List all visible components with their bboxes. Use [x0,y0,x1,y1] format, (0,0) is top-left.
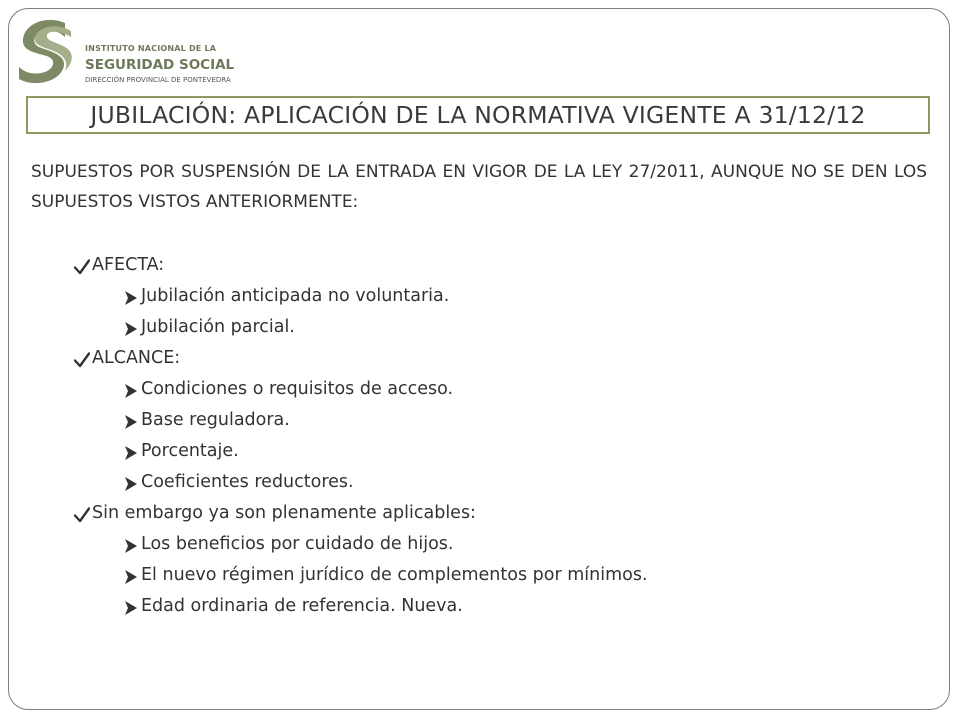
seguridad-social-emblem-icon [13,17,75,87]
bullet-heading [0,253,960,284]
bullet-item-text: Coeficientes reductores. [141,472,354,492]
bullet-item [0,377,960,408]
logo-line-institute: INSTITUTO NACIONAL DE LA [85,44,217,53]
bullet-item [0,315,960,346]
arrow-bullet-icon [124,538,138,554]
bullet-item [0,532,960,563]
bullet-item-text: Edad ordinaria de referencia. Nueva. [141,596,463,616]
bullet-item [0,408,960,439]
bullet-item [0,439,960,470]
arrow-bullet-icon [124,569,138,585]
seguridad-social-logo [13,17,253,87]
bullet-item-text: El nuevo régimen jurídico de complementos por mínimos. [141,565,648,585]
arrow-bullet-icon [124,414,138,430]
bullet-item [0,594,960,625]
bullet-item-text: Porcentaje. [141,441,239,461]
check-icon [74,352,90,368]
bullet-item-text: Jubilación parcial. [141,317,295,337]
logo-line-name: SEGURIDAD SOCIAL [85,57,235,73]
check-icon [74,507,90,523]
bullet-item [0,563,960,594]
logo-line-direction: DIRECCIÓN PROVINCIAL DE PONTEVEDRA [85,76,231,84]
bullet-item-text: Condiciones o requisitos de acceso. [141,379,454,399]
bullet-heading-text: Sin embargo ya son plenamente aplicables: [92,503,476,523]
arrow-bullet-icon [124,476,138,492]
bullet-item-text: Base reguladora. [141,410,290,430]
title-box [26,96,930,134]
bullet-item [0,284,960,315]
bullet-heading-text: ALCANCE: [92,348,181,368]
bullet-item-text: Los beneficios por cuidado de hijos. [141,534,454,554]
bullet-heading-text: AFECTA: [92,255,165,275]
bullet-heading [0,501,960,532]
intro-paragraph: SUPUESTOS POR SUSPENSIÓN DE LA ENTRADA EN VIGOR DE LA LEY 27/2011, AUNQUE NO SE DEN LOS SUPUESTOS VISTOS ANTERIORMENTE: [31,162,927,212]
check-icon [74,259,90,275]
bullet-item-text: Jubilación anticipada no voluntaria. [141,286,450,306]
bullet-heading [0,346,960,377]
slide-title: JUBILACIÓN: APLICACIÓN DE LA NORMATIVA VIGENTE A 31/12/12 [90,101,866,129]
arrow-bullet-icon [124,600,138,616]
arrow-bullet-icon [124,383,138,399]
arrow-bullet-icon [124,290,138,306]
arrow-bullet-icon [124,445,138,461]
bullet-list [0,253,960,625]
arrow-bullet-icon [124,321,138,337]
bullet-item [0,470,960,501]
